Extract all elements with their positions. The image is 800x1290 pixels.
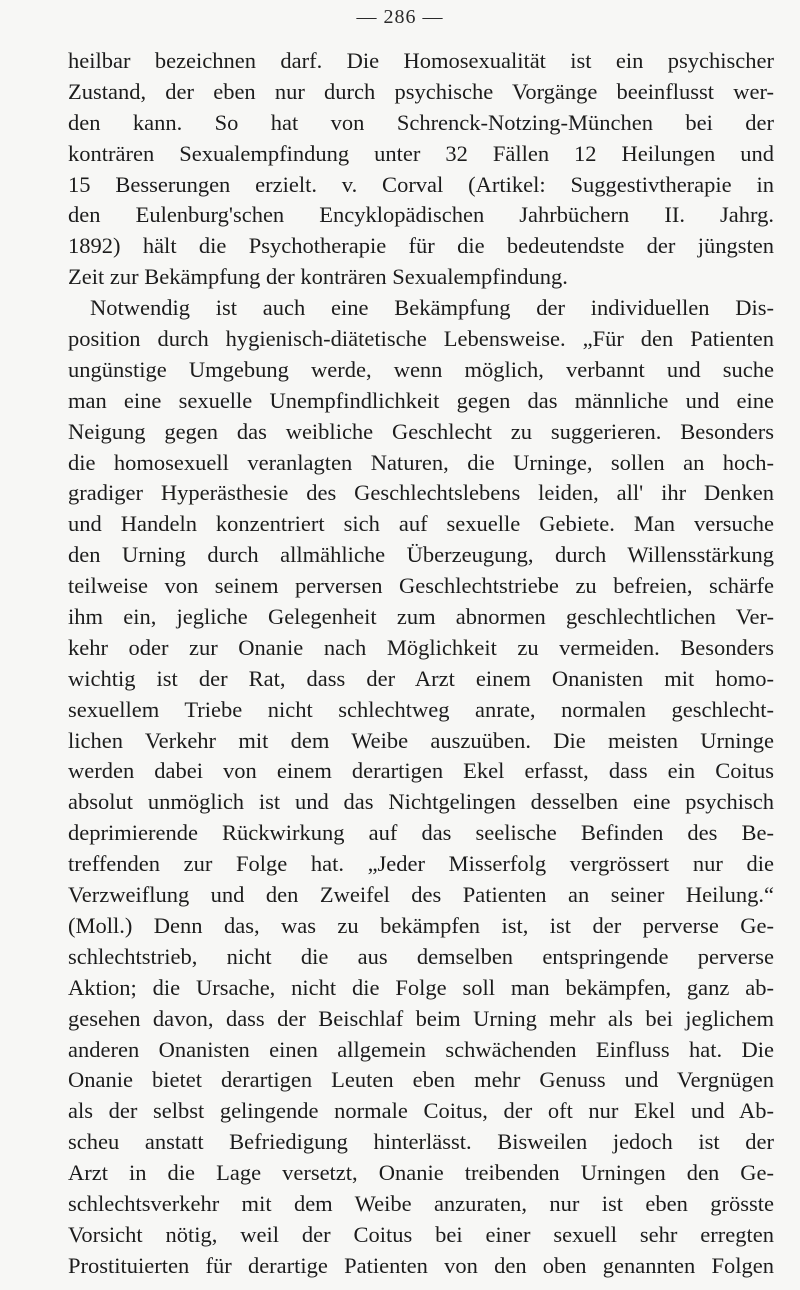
- text-line: treffenden zur Folge hat. „Jeder Misserfolg vergrössert nur die: [68, 851, 774, 877]
- text-line: (Moll.) Denn das, was zu bekämpfen ist, ist der perverse Ge-: [68, 912, 774, 938]
- text-line: anderen Onanisten einen allgemein schwächenden Einfluss hat. Die: [68, 1036, 774, 1062]
- text-line: lichen Verkehr mit dem Weibe auszuüben. Die meisten Urninge: [68, 727, 774, 753]
- text-line: den Urning durch allmähliche Überzeugung, durch Willensstärkung: [68, 542, 774, 568]
- text-line: als der selbst gelingende normale Coitus, der oft nur Ekel und Ab-: [68, 1098, 774, 1124]
- text-line: Neigung gegen das weibliche Geschlecht zu suggerieren. Besonders: [68, 418, 774, 444]
- text-line: man eine sexuelle Unempfindlichkeit gegen das männliche und eine: [68, 387, 774, 413]
- text-line: absolut unmöglich ist und das Nichtgelingen desselben eine psychisch: [68, 789, 774, 815]
- text-line: Prostituierten für derartige Patienten von den oben genannten Folgen: [68, 1252, 774, 1278]
- text-line: Aktion; die Ursache, nicht die Folge soll man bekämpfen, ganz ab-: [68, 974, 774, 1000]
- text-line: scheu anstatt Befriedigung hinterlässt. Bisweilen jedoch ist der: [68, 1129, 774, 1155]
- text-line: konträren Sexualempfindung unter 32 Fällen 12 Heilungen und: [68, 140, 774, 166]
- text-line: ungünstige Umgebung werde, wenn möglich, verbannt und suche: [68, 356, 774, 382]
- text-line: gradiger Hyperästhesie des Geschlechtslebens leiden, all' ihr Denken: [68, 480, 774, 506]
- text-line: schlechtsverkehr mit dem Weibe anzuraten, nur ist eben grösste: [68, 1190, 774, 1216]
- text-line: Zeit zur Bekämpfung der konträren Sexualempfindung.: [68, 264, 568, 290]
- text-line: den Eulenburg'schen Encyklopädischen Jahrbüchern II. Jahrg.: [68, 202, 774, 228]
- text-line: Zustand, der eben nur durch psychische Vorgänge beeinflusst wer-: [68, 78, 774, 104]
- text-line: Verzweiflung und den Zweifel des Patienten an seiner Heilung.“: [68, 882, 774, 908]
- page-number: — 286 —: [356, 6, 444, 28]
- text-line: Notwendig ist auch eine Bekämpfung der individuellen Dis-: [90, 295, 774, 321]
- text-line: gesehen davon, dass der Beischlaf beim Urning mehr als bei jeglichem: [68, 1005, 774, 1031]
- text-line: den kann. So hat von Schrenck-Notzing-München bei der: [68, 109, 774, 135]
- text-line: 15 Besserungen erzielt. v. Corval (Artikel: Suggestivtherapie in: [68, 171, 774, 197]
- text-line: heilbar bezeichnen darf. Die Homosexualität ist ein psychischer: [68, 48, 774, 73]
- text-line: Arzt in die Lage versetzt, Onanie treibenden Urningen den Ge-: [68, 1160, 774, 1186]
- body-text: [68, 46, 774, 1282]
- text-line: Vorsicht nötig, weil der Coitus bei einer sexuell sehr erregten: [68, 1221, 774, 1247]
- text-line: werden dabei von einem derartigen Ekel erfasst, dass ein Coitus: [68, 758, 774, 784]
- text-line: ihm ein, jegliche Gelegenheit zum abnormen geschlechtlichen Ver-: [68, 604, 774, 630]
- text-line: position durch hygienisch-diätetische Lebensweise. „Für den Patienten: [68, 326, 774, 352]
- text-line: 1892) hält die Psychotherapie für die bedeutendste der jüngsten: [68, 233, 774, 259]
- text-line: die homosexuell veranlagten Naturen, die Urninge, sollen an hoch-: [68, 449, 774, 475]
- text-line: und Handeln konzentriert sich auf sexuelle Gebiete. Man versuche: [68, 511, 774, 537]
- text-line: deprimierende Rückwirkung auf das seelische Befinden des Be-: [68, 820, 774, 846]
- text-line: wichtig ist der Rat, dass der Arzt einem Onanisten mit homo-: [68, 665, 774, 691]
- text-line: teilweise von seinem perversen Geschlechtstriebe zu befreien, schärfe: [68, 573, 774, 599]
- text-line: schlechtstrieb, nicht die aus demselben entspringende perverse: [68, 943, 774, 969]
- text-line: kehr oder zur Onanie nach Möglichkeit zu vermeiden. Besonders: [68, 634, 774, 660]
- text-line: Onanie bietet derartigen Leuten eben mehr Genuss und Vergnügen: [68, 1067, 774, 1093]
- text-line: sexuellem Triebe nicht schlechtweg anrate, normalen geschlecht-: [68, 696, 774, 722]
